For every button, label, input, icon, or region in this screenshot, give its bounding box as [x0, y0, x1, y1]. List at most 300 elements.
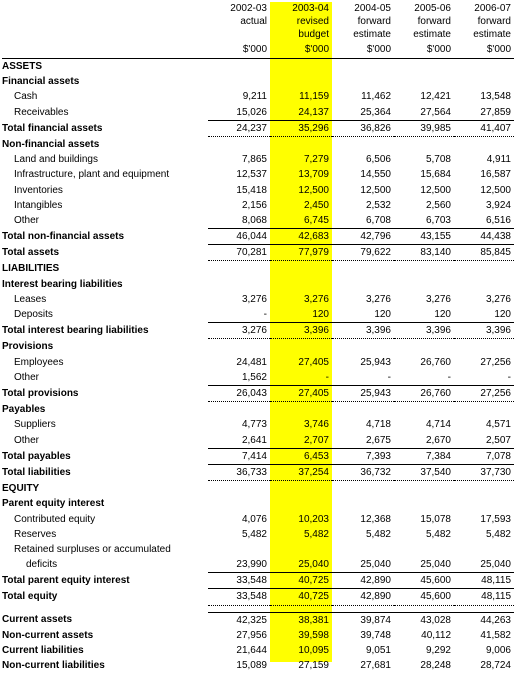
cell-value — [394, 339, 454, 355]
cell-value — [208, 605, 270, 612]
cell-value: 35,296 — [270, 120, 332, 136]
row-label: Other — [14, 372, 40, 384]
cell-value — [394, 481, 454, 497]
cell-value: 4,714 — [425, 419, 451, 431]
cell-value — [332, 261, 394, 277]
row-label: Total liabilities — [2, 466, 71, 478]
cell-value: 70,281 — [208, 245, 270, 261]
cell-value: 21,644 — [236, 645, 267, 657]
header-status: forward — [417, 16, 451, 27]
row-label: Inventories — [14, 184, 63, 196]
cell-value: 9,006 — [485, 645, 511, 657]
cell-value: 3,276 — [241, 293, 267, 305]
table-row — [2, 292, 514, 307]
cell-value: 3,276 — [485, 293, 511, 305]
cell-value — [454, 74, 514, 89]
cell-value — [270, 136, 332, 152]
table-row — [2, 511, 514, 526]
cell-value: 42,890 — [332, 589, 394, 605]
cell-value: 5,482 — [365, 528, 391, 540]
cell-value: 6,745 — [303, 214, 329, 226]
cell-value: 15,078 — [420, 513, 451, 525]
cell-value — [332, 339, 394, 355]
header-corner — [2, 2, 208, 15]
table-row — [2, 628, 514, 643]
table-row — [2, 496, 514, 511]
row-label: LIABILITIES — [2, 263, 60, 275]
cell-value: 46,044 — [208, 229, 270, 245]
table-row — [2, 277, 514, 292]
cell-value — [394, 605, 454, 612]
row-label — [2, 605, 208, 612]
cell-value: 27,956 — [236, 629, 267, 641]
cell-value: 45,600 — [394, 589, 454, 605]
header-status2 — [208, 28, 270, 41]
cell-value — [208, 59, 270, 75]
header-year: 2005-06 — [414, 3, 451, 14]
cell-value — [208, 136, 270, 152]
row-label: Current assets — [2, 614, 73, 626]
table-row — [2, 448, 514, 464]
header-status: revised — [296, 16, 329, 27]
cell-value — [394, 277, 454, 292]
cell-value: 3,276 — [303, 293, 329, 305]
cell-value: 77,979 — [270, 245, 332, 261]
row-label: Leases — [14, 293, 47, 305]
table-row — [2, 229, 514, 245]
cell-value — [332, 481, 394, 497]
cell-value: 5,482 — [485, 528, 511, 540]
cell-value — [208, 542, 270, 557]
cell-value: 3,276 — [425, 293, 451, 305]
cell-value: 25,040 — [360, 559, 391, 571]
cell-value — [454, 402, 514, 418]
table-row — [2, 370, 514, 386]
row-label: Employees — [14, 356, 64, 368]
cell-value: 15,089 — [236, 660, 267, 672]
table-row — [2, 213, 514, 229]
cell-value: 44,263 — [454, 612, 514, 628]
row-label: Total financial assets — [2, 122, 103, 134]
cell-value: 9,211 — [242, 91, 267, 103]
cell-value: 25,364 — [360, 106, 391, 118]
cell-value: 42,796 — [332, 229, 394, 245]
table-row — [2, 589, 514, 605]
row-label: Other — [14, 434, 40, 446]
table-row — [2, 323, 514, 339]
cell-value — [208, 496, 270, 511]
cell-value: 25,040 — [420, 559, 451, 571]
row-label: Payables — [2, 403, 46, 415]
cell-value — [394, 59, 454, 75]
cell-value: - — [325, 371, 329, 383]
cell-value: 37,730 — [454, 464, 514, 480]
cell-value: 40,112 — [421, 629, 451, 641]
cell-value: 14,550 — [360, 169, 391, 181]
cell-value: 48,115 — [454, 589, 514, 605]
cell-value: - — [507, 371, 511, 383]
table-row — [2, 120, 514, 136]
cell-value: 24,481 — [236, 356, 267, 368]
cell-value — [208, 261, 270, 277]
table-row — [2, 658, 514, 673]
row-label: Total equity — [2, 591, 58, 603]
table-row — [2, 464, 514, 480]
cell-value: 2,532 — [365, 199, 391, 211]
row-label: Non-current assets — [2, 629, 94, 641]
cell-value: 12,537 — [236, 169, 267, 181]
cell-value — [454, 261, 514, 277]
cell-value — [270, 542, 332, 557]
row-label: Total interest bearing liabilities — [2, 325, 149, 337]
cell-value: 12,500 — [480, 184, 511, 196]
cell-value: 9,051 — [365, 645, 391, 657]
cell-value — [270, 59, 332, 75]
cell-value — [332, 277, 394, 292]
row-label: Total assets — [2, 247, 60, 259]
header-unit: $'000 — [208, 41, 270, 59]
cell-value: 42,325 — [208, 612, 270, 628]
table-row — [2, 89, 514, 104]
table-row — [2, 198, 514, 213]
header-status: forward — [477, 16, 511, 27]
table-row — [2, 385, 514, 401]
table-row — [2, 136, 514, 152]
cell-value: 26,043 — [208, 385, 270, 401]
cell-value — [394, 261, 454, 277]
row-label: Interest bearing liabilities — [2, 278, 123, 290]
cell-value: 26,760 — [394, 385, 454, 401]
cell-value: 5,708 — [425, 154, 451, 166]
cell-value — [394, 136, 454, 152]
header-unit: $'000 — [332, 41, 394, 59]
cell-value: 120 — [494, 309, 511, 321]
table-row — [2, 152, 514, 167]
row-label: Provisions — [2, 341, 54, 353]
cell-value: 39,748 — [360, 629, 391, 641]
cell-value — [454, 339, 514, 355]
cell-value: 27,405 — [298, 356, 329, 368]
cell-value: 13,709 — [298, 169, 329, 181]
cell-value: 26,760 — [420, 356, 451, 368]
cell-value: 27,256 — [454, 385, 514, 401]
cell-value: 9,292 — [425, 645, 451, 657]
cell-value: 15,684 — [420, 169, 451, 181]
cell-value: 4,571 — [485, 419, 511, 431]
cell-value: 33,548 — [208, 573, 270, 589]
cell-value: - — [387, 371, 391, 383]
cell-value: 37,254 — [270, 464, 332, 480]
cell-value: - — [263, 309, 267, 321]
row-label: Parent equity interest — [2, 498, 105, 510]
table-row — [2, 557, 514, 573]
cell-value — [270, 605, 332, 612]
cell-value: 2,156 — [241, 199, 267, 211]
row-label: Reserves — [14, 528, 57, 540]
table-row — [2, 261, 514, 277]
cell-value — [332, 74, 394, 89]
row-label: Intangibles — [14, 199, 63, 211]
cell-value: 79,622 — [332, 245, 394, 261]
row-label: Non-financial assets — [2, 138, 100, 150]
balance-sheet-table — [2, 2, 514, 673]
cell-value: 27,159 — [298, 660, 329, 672]
row-label: Non-current liabilities — [2, 660, 105, 672]
header-unit: $'000 — [454, 41, 514, 59]
table-row — [2, 573, 514, 589]
row-label: Total provisions — [2, 388, 79, 400]
cell-value — [394, 496, 454, 511]
table-row — [2, 433, 514, 449]
cell-value: 6,516 — [485, 214, 511, 226]
cell-value: 38,381 — [270, 612, 332, 628]
cell-value: 11,462 — [361, 91, 391, 103]
cell-value — [454, 605, 514, 612]
cell-value: 45,600 — [394, 573, 454, 589]
cell-value: 16,587 — [480, 169, 511, 181]
row-label: Deposits — [14, 309, 53, 321]
cell-value: 3,396 — [454, 323, 514, 339]
cell-value — [208, 277, 270, 292]
cell-value — [270, 481, 332, 497]
cell-value: 33,548 — [208, 589, 270, 605]
cell-value: 2,507 — [485, 434, 511, 446]
cell-value: 2,641 — [241, 434, 267, 446]
cell-value — [270, 339, 332, 355]
cell-value: 2,450 — [303, 199, 329, 211]
cell-value — [332, 136, 394, 152]
cell-value: 83,140 — [394, 245, 454, 261]
cell-value: 3,924 — [485, 199, 511, 211]
row-label: Receivables — [14, 106, 69, 118]
row-label: Infrastructure, plant and equipment — [14, 169, 170, 181]
cell-value: 27,564 — [420, 106, 451, 118]
table-header — [2, 2, 514, 59]
table-row — [2, 643, 514, 658]
table-row — [2, 527, 514, 542]
row-label: Total payables — [2, 450, 71, 462]
cell-value: 1,562 — [241, 371, 267, 383]
cell-value: 24,237 — [208, 120, 270, 136]
cell-value: 2,675 — [365, 434, 391, 446]
cell-value: 27,256 — [480, 356, 511, 368]
cell-value: 25,040 — [298, 559, 329, 571]
cell-value — [270, 261, 332, 277]
table-row — [2, 417, 514, 432]
cell-value — [332, 496, 394, 511]
row-label: Suppliers — [14, 419, 56, 431]
cell-value: 10,095 — [298, 645, 329, 657]
row-label: Total parent equity interest — [2, 575, 130, 587]
row-label: Retained surpluses or accumulated — [14, 543, 171, 555]
cell-value — [394, 402, 454, 418]
cell-value: 3,276 — [208, 323, 270, 339]
cell-value: 13,548 — [480, 91, 511, 103]
cell-value: 4,076 — [241, 513, 267, 525]
header-unit: $'000 — [394, 41, 454, 59]
cell-value: 43,028 — [394, 612, 454, 628]
cell-value: 6,453 — [270, 448, 332, 464]
table-row — [2, 612, 514, 628]
header-year: 2004-05 — [354, 3, 391, 14]
table-row — [2, 74, 514, 89]
cell-value — [208, 402, 270, 418]
cell-value: 42,890 — [332, 573, 394, 589]
row-label: Cash — [14, 91, 38, 103]
cell-value — [208, 339, 270, 355]
cell-value: 23,990 — [236, 559, 267, 571]
cell-value: 7,393 — [332, 448, 394, 464]
cell-value — [270, 74, 332, 89]
cell-value: 12,368 — [360, 513, 391, 525]
cell-value — [270, 402, 332, 418]
row-label: Total non-financial assets — [2, 231, 125, 243]
header-status2: estimate — [353, 29, 391, 40]
cell-value: 25,943 — [360, 356, 391, 368]
cell-value: 3,276 — [365, 293, 391, 305]
cell-value: 27,681 — [360, 660, 391, 672]
header-status2: budget — [298, 29, 329, 40]
cell-value: 41,407 — [454, 120, 514, 136]
cell-value: 6,708 — [365, 214, 391, 226]
cell-value: 12,500 — [420, 184, 451, 196]
cell-value: 7,384 — [394, 448, 454, 464]
cell-value: 12,421 — [420, 91, 451, 103]
row-label: Current liabilities — [2, 645, 84, 657]
cell-value — [332, 59, 394, 75]
cell-value: 2,560 — [425, 199, 451, 211]
table-row — [2, 245, 514, 261]
cell-value: 3,396 — [270, 323, 332, 339]
cell-value — [454, 496, 514, 511]
cell-value: 27,405 — [270, 385, 332, 401]
cell-value — [454, 59, 514, 75]
cell-value — [270, 496, 332, 511]
cell-value — [208, 481, 270, 497]
cell-value: 4,773 — [241, 419, 267, 431]
cell-value: 7,414 — [208, 448, 270, 464]
table-row — [2, 105, 514, 121]
cell-value: 5,482 — [425, 528, 451, 540]
cell-value: - — [447, 371, 451, 383]
cell-value: 120 — [312, 309, 329, 321]
cell-value: 3,396 — [332, 323, 394, 339]
cell-value: 25,943 — [332, 385, 394, 401]
cell-value — [394, 542, 454, 557]
cell-value: 10,203 — [298, 513, 329, 525]
cell-value: 43,155 — [394, 229, 454, 245]
cell-value: 4,718 — [365, 419, 391, 431]
cell-value — [454, 542, 514, 557]
cell-value: 42,683 — [270, 229, 332, 245]
row-label: deficits — [26, 559, 58, 571]
cell-value — [332, 542, 394, 557]
cell-value — [454, 136, 514, 152]
cell-value: 36,826 — [332, 120, 394, 136]
cell-value — [454, 481, 514, 497]
cell-value: 11,159 — [299, 91, 329, 103]
cell-value: 48,115 — [454, 573, 514, 589]
header-status2: estimate — [473, 29, 511, 40]
cell-value: 2,670 — [425, 434, 451, 446]
cell-value: 36,733 — [208, 464, 270, 480]
cell-value: 6,506 — [365, 154, 391, 166]
cell-value: 8,068 — [241, 214, 267, 226]
cell-value: 40,725 — [270, 589, 332, 605]
header-year: 2003-04 — [292, 3, 329, 14]
cell-value: 5,482 — [303, 528, 329, 540]
cell-value: 27,859 — [480, 106, 511, 118]
cell-value: 7,078 — [454, 448, 514, 464]
cell-value: 15,026 — [236, 106, 267, 118]
cell-value: 28,248 — [420, 660, 451, 672]
header-status: actual — [240, 16, 267, 27]
cell-value: 36,732 — [332, 464, 394, 480]
table-row — [2, 183, 514, 198]
cell-value: 5,482 — [241, 528, 267, 540]
cell-value: 3,396 — [394, 323, 454, 339]
table-row — [2, 355, 514, 370]
cell-value: 37,540 — [394, 464, 454, 480]
table-row — [2, 402, 514, 418]
cell-value: 4,911 — [486, 154, 511, 166]
cell-value — [208, 74, 270, 89]
header-year: 2006-07 — [474, 3, 511, 14]
table-row — [2, 339, 514, 355]
cell-value: 120 — [434, 309, 451, 321]
cell-value: 7,865 — [241, 154, 267, 166]
cell-value — [270, 277, 332, 292]
cell-value: 12,500 — [298, 184, 329, 196]
cell-value — [394, 74, 454, 89]
cell-value: 6,703 — [425, 214, 451, 226]
table-body — [2, 59, 514, 673]
cell-value: 39,874 — [332, 612, 394, 628]
cell-value: 17,593 — [480, 513, 511, 525]
cell-value: 24,137 — [298, 106, 329, 118]
header-status: forward — [357, 16, 391, 27]
cell-value: 7,279 — [303, 154, 329, 166]
table-row — [2, 167, 514, 182]
cell-value: 25,040 — [480, 559, 511, 571]
cell-value: 12,500 — [360, 184, 391, 196]
table-row — [2, 307, 514, 323]
cell-value — [332, 605, 394, 612]
table-row — [2, 481, 514, 497]
cell-value: 28,724 — [480, 660, 511, 672]
cell-value — [332, 402, 394, 418]
cell-value: 15,418 — [236, 184, 267, 196]
row-label: Contributed equity — [14, 513, 96, 525]
table-row — [2, 605, 514, 612]
cell-value: 41,582 — [480, 629, 511, 641]
table-row — [2, 542, 514, 557]
cell-value: 3,746 — [303, 419, 329, 431]
row-label: ASSETS — [2, 61, 43, 73]
cell-value — [454, 277, 514, 292]
cell-value: 44,438 — [454, 229, 514, 245]
cell-value: 40,725 — [270, 573, 332, 589]
header-unit: $'000 — [270, 41, 332, 59]
header-status2: estimate — [413, 29, 451, 40]
cell-value: 39,985 — [394, 120, 454, 136]
cell-value: 120 — [374, 309, 391, 321]
row-label: EQUITY — [2, 482, 40, 494]
row-label: Land and buildings — [14, 154, 98, 166]
cell-value: 2,707 — [303, 434, 329, 446]
table-row — [2, 59, 514, 75]
row-label: Financial assets — [2, 76, 80, 88]
